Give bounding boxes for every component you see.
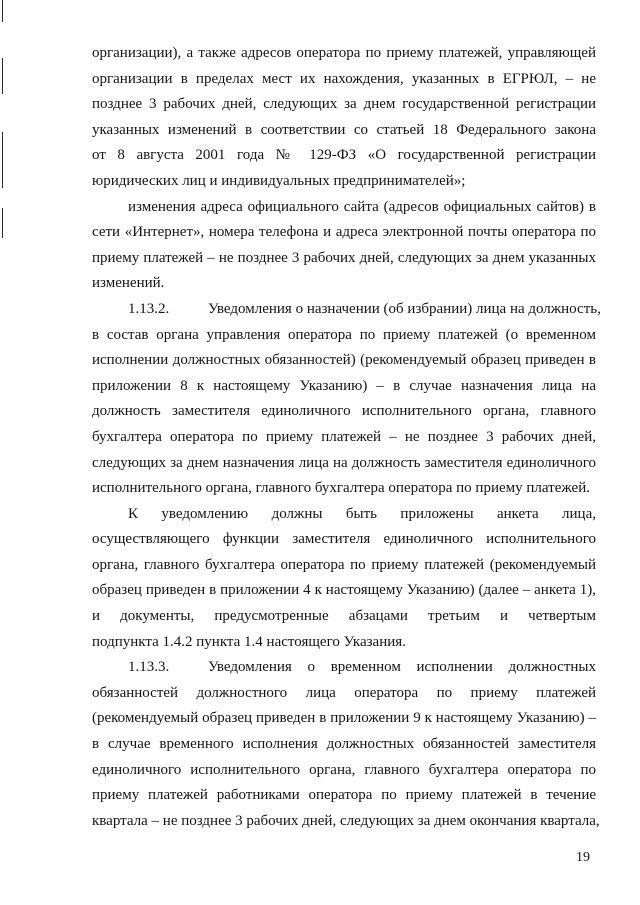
text-line: приему платежей работниками оператора по приему платежей в течение <box>92 787 596 804</box>
text-line: от 8 августа 2001 года № 129-ФЗ «О государственной регистрации <box>92 147 596 164</box>
text-line <box>92 655 596 681</box>
text-line: в случае временного исполнения должностных обязанностей заместителя <box>92 736 596 753</box>
text-line: единоличного исполнительного органа, главного бухгалтера оператора по <box>92 761 596 778</box>
scan-edge-mark <box>2 208 3 238</box>
clause-number: 1.13.2. <box>128 300 170 317</box>
text-line: должность заместителя единоличного исполнительного органа, главного <box>92 403 596 420</box>
paragraph-1-13-3 <box>92 655 600 834</box>
page-number: 19 <box>576 850 590 865</box>
text-line <box>92 297 601 323</box>
paragraph-continuation <box>92 41 596 195</box>
text-line: указанных изменений в соответствии со статьей 18 Федерального закона <box>92 121 596 138</box>
text-line: организации в пределах мест их нахождения, указанных в ЕГРЮЛ, – не <box>92 70 596 87</box>
text-line: обязанностей должностного лица оператора по приему платежей <box>92 684 596 701</box>
paragraph-site-changes <box>92 195 596 297</box>
text-line: образец приведен в приложении 4 к настоящему Указанию) (далее – анкета 1), <box>92 582 596 599</box>
text-line: следующих за днем назначения лица на должность заместителя единоличного <box>92 454 596 471</box>
text-line: подпункта 1.4.2 пункта 1.4 настоящего Указания. <box>92 633 406 650</box>
text-line: в состав органа управления оператора по приему платежей (о временном <box>92 326 596 343</box>
scan-edge-mark <box>2 132 3 188</box>
text-line: органа, главного бухгалтера оператора по приему платежей (рекомендуемый <box>92 556 596 573</box>
text-line: исполнительного органа, главного бухгалтера оператора по приему платежей. <box>92 480 590 497</box>
scan-edge-mark <box>2 0 3 22</box>
paragraph-attachments <box>92 502 596 656</box>
text-line: приему платежей – не позднее 3 рабочих дней, следующих за днем указанных <box>92 249 596 266</box>
text-line: изменения адреса официального сайта (адресов официальных сайтов) в <box>128 198 596 215</box>
text-line: приложении 8 к настоящему Указанию) – в случае назначения лица на <box>92 377 596 394</box>
text-line: позднее 3 рабочих дней, следующих за днем государственной регистрации <box>92 96 596 113</box>
text-line: бухгалтера оператора по приему платежей – не позднее 3 рабочих дней, <box>92 428 596 445</box>
text-line: К уведомлению должны быть приложены анкета лица, <box>128 505 596 522</box>
clause-number: 1.13.3. <box>128 659 170 676</box>
text-line: юридических лиц и индивидуальных предпринимателей»; <box>92 172 466 189</box>
text-line: (рекомендуемый образец приведен в приложении 9 к настоящему Указанию) – <box>92 710 596 727</box>
text-line: организации), а также адресов оператора по приему платежей, управляющей <box>92 45 596 61</box>
text-line: изменений. <box>92 275 165 292</box>
text-line-content: Уведомления о назначении (об избрании) лица на должность, <box>208 300 601 317</box>
paragraph-1-13-2 <box>92 297 601 502</box>
text-line-content: Уведомления о временном исполнении должностных <box>208 659 596 676</box>
text-line: и документы, предусмотренные абзацами третьим и четвертым <box>92 608 596 625</box>
text-line: осуществляющего функции заместителя единоличного исполнительного <box>92 531 596 548</box>
text-line: сети «Интернет», номера телефона и адреса электронной почты оператора по <box>92 224 596 241</box>
text-line: исполнении должностных обязанностей) (рекомендуемый образец приведен в <box>92 352 596 369</box>
document-page-body <box>92 41 601 834</box>
scan-edge-mark <box>2 58 3 94</box>
text-line: квартала – не позднее 3 рабочих дней, следующих за днем окончания квартала, <box>92 812 600 829</box>
